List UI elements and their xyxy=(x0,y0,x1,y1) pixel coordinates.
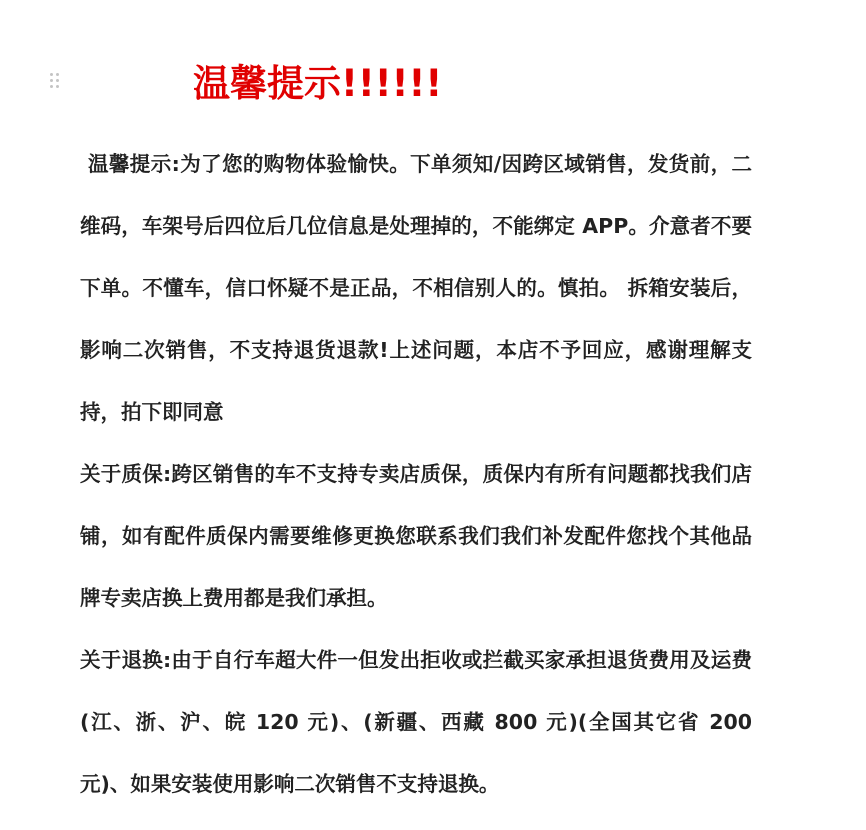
notice-heading: 温馨提示!!!!!! xyxy=(193,62,443,105)
drag-handle-icon[interactable] xyxy=(50,73,60,93)
paragraph-purchase-notice: 温馨提示:为了您的购物体验愉快。下单须知/因跨区域销售，发货前，二维码，车架号后四位后几位信息是处理掉的，不能绑定 APP。介意者不要下单。不懂车，信口怀疑不是正品，不相信别人的。慎拍。 拆箱安装后，影响二次销售，不支持退货退款!上述问题，本店不予回应，感谢理解支持，拍下即同意 xyxy=(80,152,752,424)
paragraph-warranty: 关于质保:跨区销售的车不支持专卖店质保，质保内有所有问题都找我们店铺，如有配件质保内需要维修更换您联系我们我们补发配件您找个其他品牌专卖店换上费用都是我们承担。 xyxy=(80,462,752,610)
notice-body xyxy=(80,133,752,815)
paragraph-returns: 关于退换:由于自行车超大件一但发出拒收或拦截买家承担退货费用及运费(江、浙、沪、皖 120 元)、(新疆、西藏 800 元)(全国其它省 200 元)、如果安装使用影响二次销售不支持退换。 xyxy=(80,648,752,796)
